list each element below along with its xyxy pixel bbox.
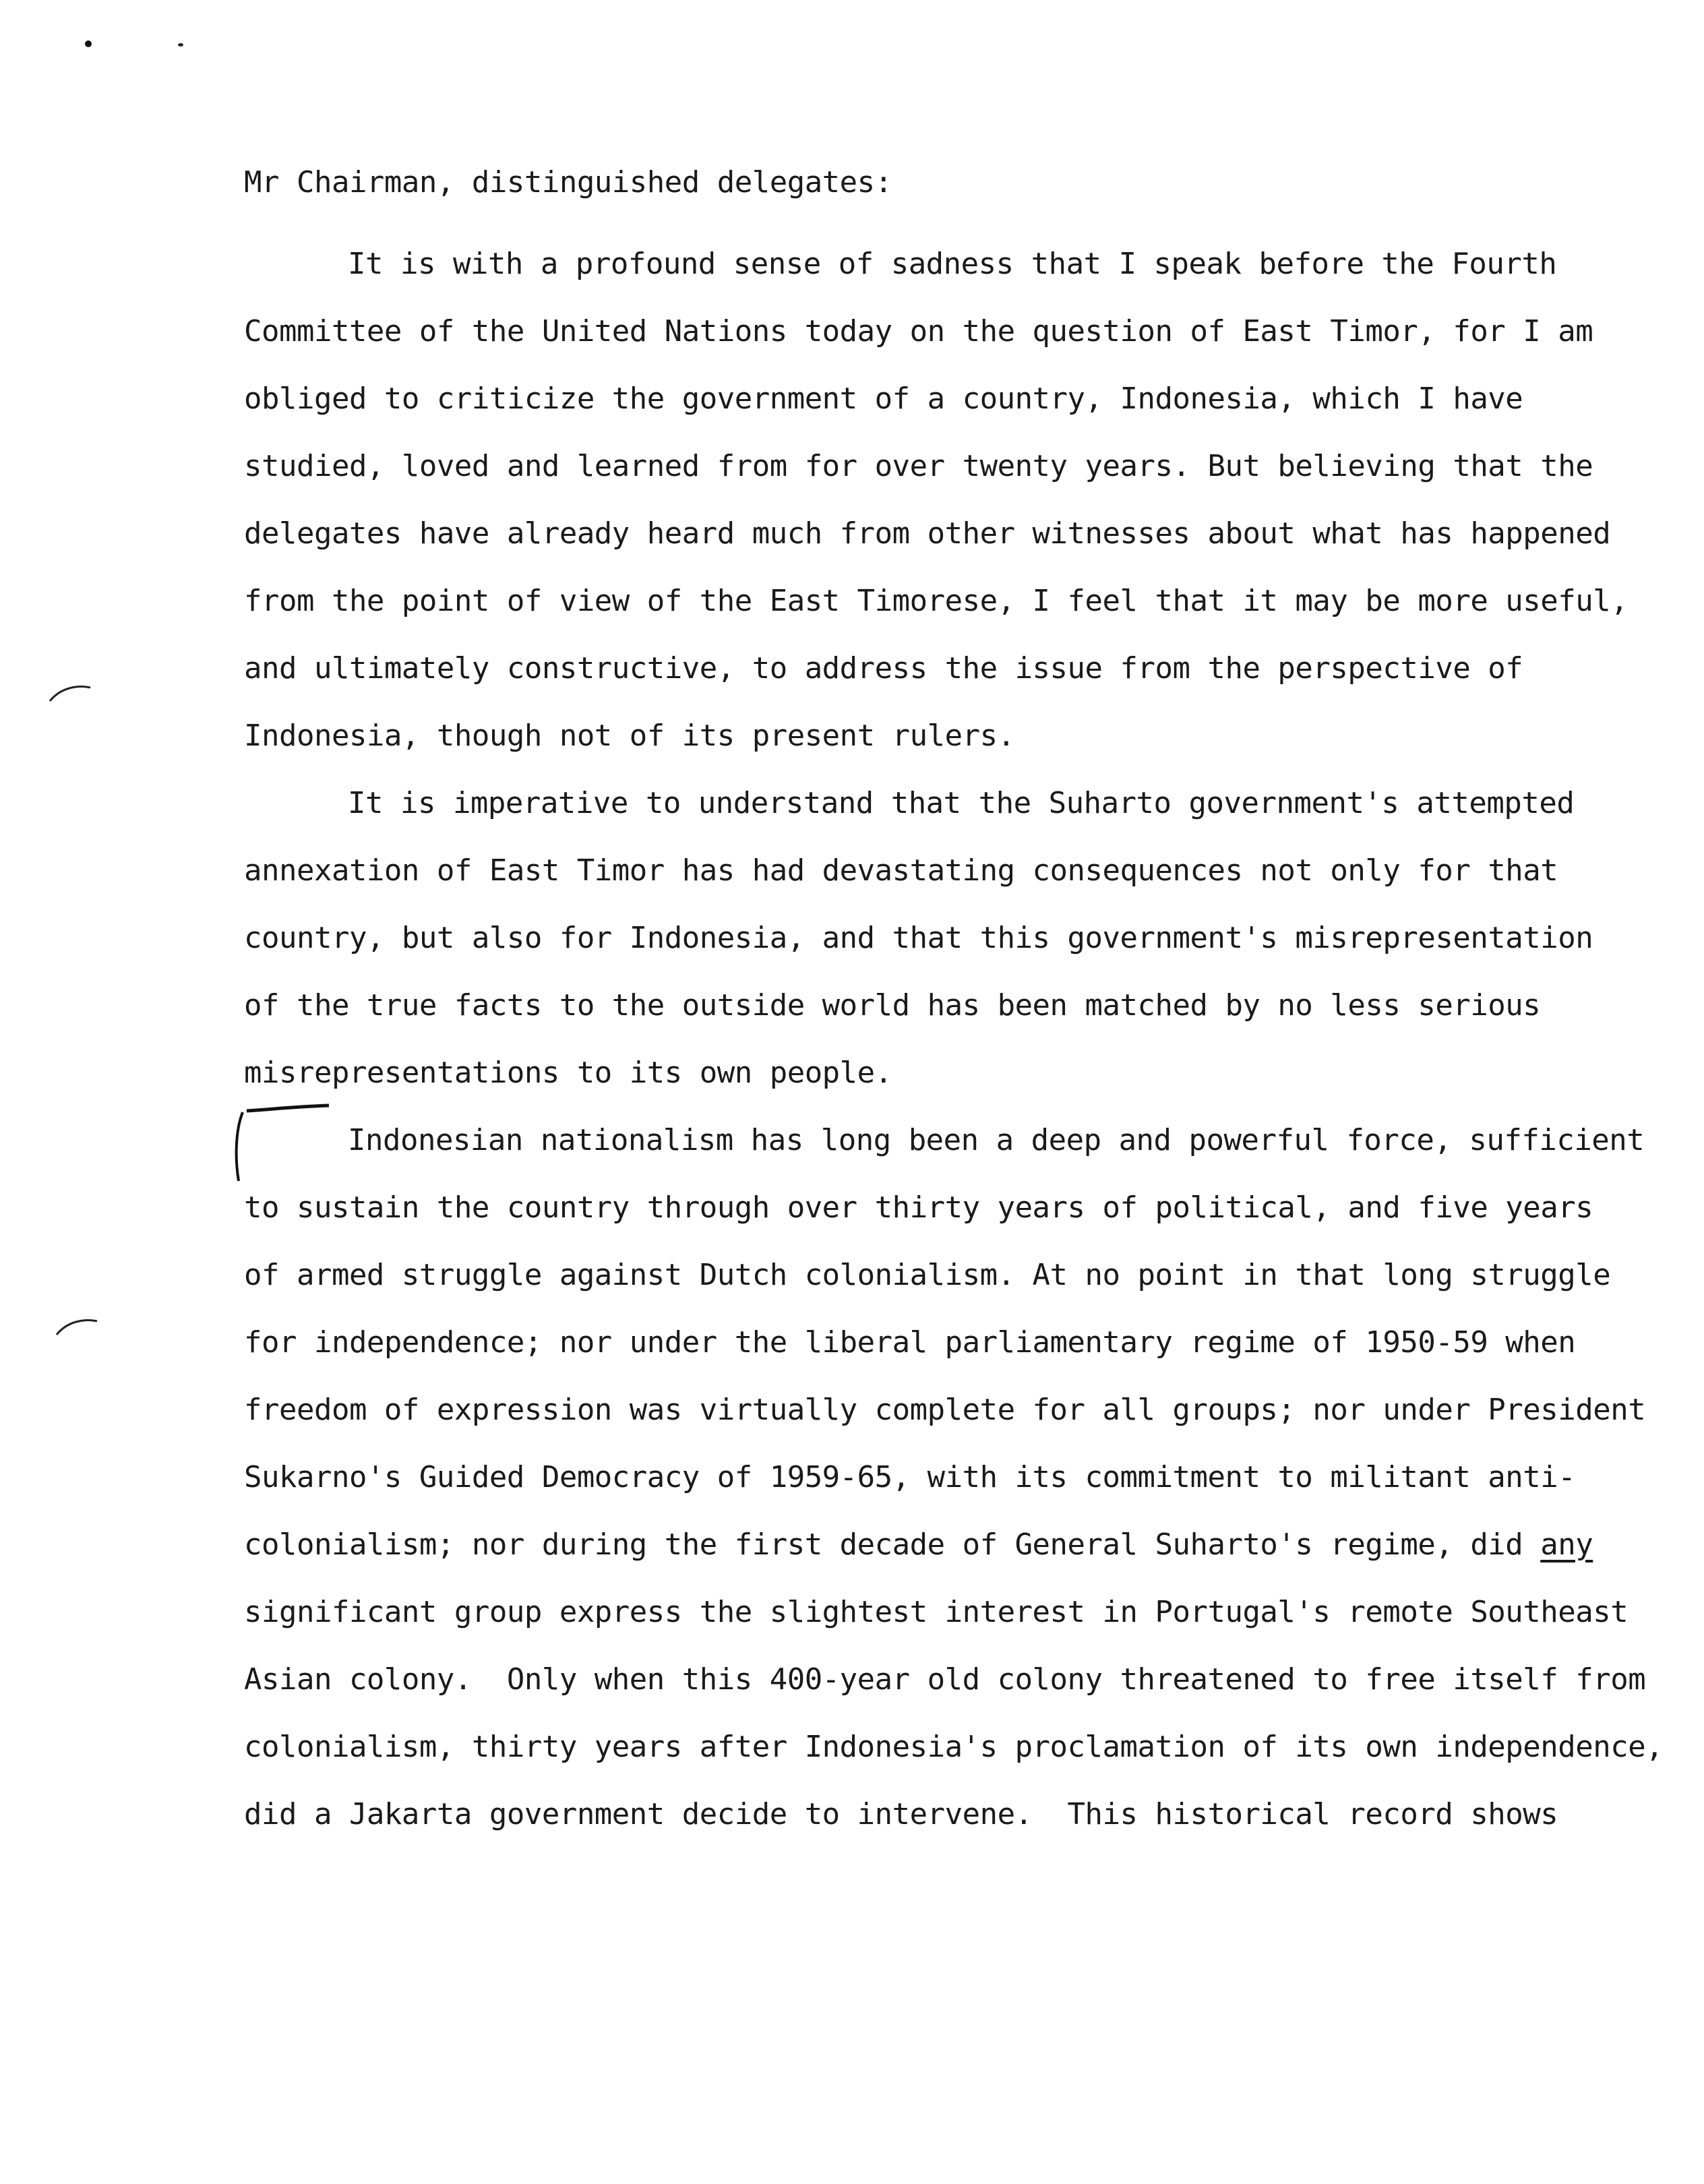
- scan-speck: [178, 43, 183, 47]
- paragraph-3-line: Indonesian nationalism has long been a deep and powerful force, sufficient: [348, 1123, 1645, 1157]
- paragraph-1-line: obliged to criticize the government of a country, Indonesia, which I have: [244, 382, 1523, 416]
- paragraph-2-line: misrepresentations to its own people.: [244, 1056, 892, 1090]
- scan-speck: [85, 40, 92, 47]
- paragraph-1-line: delegates have already heard much from other witnesses about what has happened: [244, 516, 1611, 551]
- paragraph-3-line: Asian colony. Only when this 400-year old colony threatened to free itself from: [244, 1662, 1646, 1697]
- paragraph-1-line: and ultimately constructive, to address the issue from the perspective of: [244, 651, 1523, 686]
- paragraph-1-line: It is with a profound sense of sadness that I speak before the Fourth: [348, 247, 1557, 281]
- paragraph-2-line: country, but also for Indonesia, and that this government's misrepresentation: [244, 921, 1593, 955]
- paragraph-2-line: of the true facts to the outside world has been matched by no less serious: [244, 988, 1541, 1023]
- paragraph-3-line: freedom of expression was virtually complete for all groups; nor under President: [244, 1393, 1646, 1427]
- paragraph-1-line: Committee of the United Nations today on the question of East Timor, for I am: [244, 314, 1593, 348]
- paragraph-3-line: for independence; nor under the liberal parliamentary regime of 1950-59 when: [244, 1325, 1576, 1360]
- paragraph-3-line: of armed struggle against Dutch colonialism. At no point in that long struggle: [244, 1258, 1611, 1292]
- paragraph-2-line: It is imperative to understand that the Suharto government's attempted: [348, 786, 1575, 820]
- paragraph-3-line: did a Jakarta government decide to intervene. This historical record shows: [244, 1797, 1558, 1831]
- paragraph-3-line: Sukarno's Guided Democracy of 1959-65, with its commitment to militant anti-: [244, 1460, 1576, 1494]
- margin-pen-mark-1: [47, 681, 94, 708]
- paragraph-1-line: Indonesia, though not of its present rulers.: [244, 719, 1015, 753]
- paragraph-1-line: from the point of view of the East Timorese, I feel that it may be more useful,: [244, 584, 1629, 618]
- margin-pen-mark-2: [54, 1314, 101, 1341]
- salutation-line: Mr Chairman, distinguished delegates:: [244, 165, 892, 200]
- paragraph-3-line: [244, 1526, 1593, 1564]
- paragraph-2-line: annexation of East Timor has had devastating consequences not only for that: [244, 853, 1558, 888]
- paragraph-1-line: studied, loved and learned from for over twenty years. But believing that the: [244, 449, 1593, 483]
- paragraph-bracket-mark: [216, 1092, 337, 1186]
- underlined-emphasis: any: [1540, 1527, 1593, 1562]
- paragraph-3-line: significant group express the slightest interest in Portugal's remote Southeast: [244, 1595, 1629, 1629]
- paragraph-3-line: colonialism, thirty years after Indonesia's proclamation of its own independence,: [244, 1730, 1664, 1764]
- paragraph-3-line: to sustain the country through over thirty years of political, and five years: [244, 1190, 1593, 1225]
- paragraph-3-text: colonialism; nor during the first decade of General Suharto's regime, did: [244, 1527, 1541, 1562]
